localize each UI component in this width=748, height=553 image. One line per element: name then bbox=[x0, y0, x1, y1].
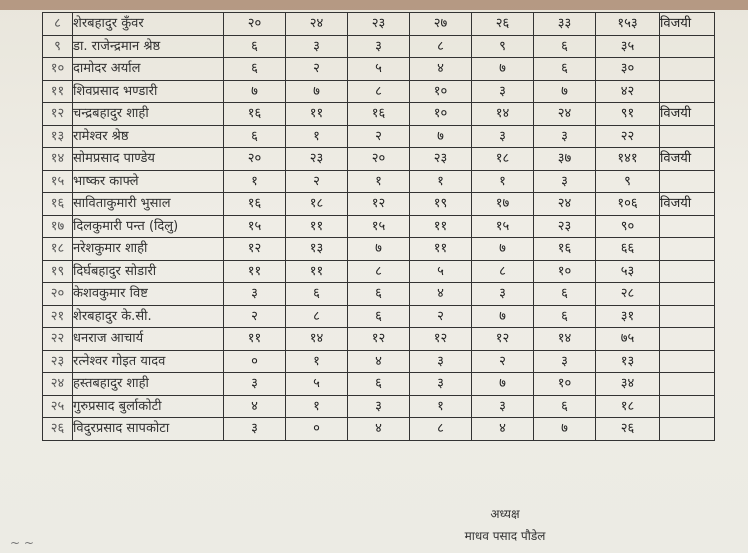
vote-count-cell: २० bbox=[348, 148, 410, 171]
vote-count-cell: ६ bbox=[534, 395, 596, 418]
total-votes-cell: १३ bbox=[596, 350, 660, 373]
vote-count-cell: १४ bbox=[286, 328, 348, 351]
serial-number-cell: ९ bbox=[43, 35, 73, 58]
candidate-name-cell: केशवकुमार विष्ट bbox=[73, 283, 224, 306]
table-row bbox=[43, 80, 715, 103]
vote-count-cell: ३ bbox=[472, 125, 534, 148]
vote-count-cell: ४ bbox=[410, 283, 472, 306]
serial-number-cell: १३ bbox=[43, 125, 73, 148]
result-cell bbox=[660, 125, 715, 148]
vote-count-cell: २ bbox=[286, 58, 348, 81]
vote-count-cell: १८ bbox=[286, 193, 348, 216]
vote-count-cell: ७ bbox=[534, 80, 596, 103]
candidate-name-cell: दिलकुमारी पन्त (दिलु) bbox=[73, 215, 224, 238]
vote-count-cell: २ bbox=[224, 305, 286, 328]
vote-count-cell: ७ bbox=[348, 238, 410, 261]
vote-count-cell: ११ bbox=[410, 238, 472, 261]
serial-number-cell: १६ bbox=[43, 193, 73, 216]
vote-count-cell: २३ bbox=[348, 13, 410, 36]
table-row bbox=[43, 58, 715, 81]
vote-count-cell: ९ bbox=[472, 35, 534, 58]
vote-count-cell: ६ bbox=[534, 58, 596, 81]
vote-count-cell: ८ bbox=[472, 260, 534, 283]
vote-count-cell: १ bbox=[348, 170, 410, 193]
table-row bbox=[43, 170, 715, 193]
result-cell: विजयी bbox=[660, 148, 715, 171]
candidate-name-cell: रामेश्वर श्रेष्ठ bbox=[73, 125, 224, 148]
vote-tally-table bbox=[42, 12, 715, 441]
result-cell bbox=[660, 328, 715, 351]
vote-count-cell: ३ bbox=[472, 395, 534, 418]
vote-count-cell: २४ bbox=[534, 103, 596, 126]
serial-number-cell: १५ bbox=[43, 170, 73, 193]
candidate-name-cell: गुरुप्रसाद बुर्लाकोटी bbox=[73, 395, 224, 418]
vote-count-cell: ३ bbox=[534, 125, 596, 148]
vote-count-cell: २६ bbox=[472, 13, 534, 36]
total-votes-cell: २६ bbox=[596, 418, 660, 441]
total-votes-cell: १०६ bbox=[596, 193, 660, 216]
vote-count-cell: १६ bbox=[534, 238, 596, 261]
candidate-name-cell: हस्तबहादुर शाही bbox=[73, 373, 224, 396]
table-row bbox=[43, 395, 715, 418]
vote-count-cell: २३ bbox=[534, 215, 596, 238]
vote-count-cell: ११ bbox=[224, 260, 286, 283]
vote-count-cell: ११ bbox=[286, 260, 348, 283]
total-votes-cell: ३४ bbox=[596, 373, 660, 396]
candidate-name-cell: दामोदर अर्याल bbox=[73, 58, 224, 81]
vote-count-cell: ३ bbox=[472, 80, 534, 103]
vote-count-cell: ३३ bbox=[534, 13, 596, 36]
serial-number-cell: २० bbox=[43, 283, 73, 306]
vote-count-cell: १० bbox=[534, 373, 596, 396]
vote-count-cell: १५ bbox=[224, 215, 286, 238]
table-row bbox=[43, 305, 715, 328]
vote-count-cell: ४ bbox=[410, 58, 472, 81]
vote-count-cell: ३ bbox=[472, 283, 534, 306]
vote-count-cell: १४ bbox=[472, 103, 534, 126]
vote-count-cell: ६ bbox=[224, 35, 286, 58]
candidate-name-cell: नरेशकुमार शाही bbox=[73, 238, 224, 261]
vote-count-cell: २ bbox=[472, 350, 534, 373]
table-row bbox=[43, 238, 715, 261]
vote-count-cell: २३ bbox=[286, 148, 348, 171]
vote-count-cell: ६ bbox=[534, 35, 596, 58]
vote-count-cell: ३ bbox=[410, 373, 472, 396]
vote-count-cell: ७ bbox=[472, 305, 534, 328]
serial-number-cell: २६ bbox=[43, 418, 73, 441]
serial-number-cell: १२ bbox=[43, 103, 73, 126]
serial-number-cell: २२ bbox=[43, 328, 73, 351]
vote-count-cell: ६ bbox=[348, 283, 410, 306]
vote-count-cell: ११ bbox=[224, 328, 286, 351]
total-votes-cell: १४१ bbox=[596, 148, 660, 171]
vote-count-cell: २३ bbox=[410, 148, 472, 171]
vote-count-cell: ५ bbox=[410, 260, 472, 283]
vote-count-cell: ३ bbox=[224, 418, 286, 441]
total-votes-cell: १८ bbox=[596, 395, 660, 418]
table-row bbox=[43, 350, 715, 373]
candidate-name-cell: शेरबहादुर कुँवर bbox=[73, 13, 224, 36]
vote-count-cell: ३ bbox=[348, 35, 410, 58]
vote-count-cell: १२ bbox=[348, 328, 410, 351]
vote-count-cell: १ bbox=[472, 170, 534, 193]
vote-count-cell: ६ bbox=[534, 305, 596, 328]
result-cell: विजयी bbox=[660, 193, 715, 216]
serial-number-cell: २१ bbox=[43, 305, 73, 328]
total-votes-cell: ९० bbox=[596, 215, 660, 238]
vote-count-cell: १० bbox=[410, 80, 472, 103]
vote-count-cell: ३ bbox=[534, 170, 596, 193]
vote-count-cell: १ bbox=[410, 395, 472, 418]
candidate-name-cell: डा. राजेन्द्रमान श्रेष्ठ bbox=[73, 35, 224, 58]
vote-count-cell: ३ bbox=[286, 35, 348, 58]
vote-count-cell: ५ bbox=[348, 58, 410, 81]
result-cell: विजयी bbox=[660, 103, 715, 126]
serial-number-cell: १४ bbox=[43, 148, 73, 171]
total-votes-cell: २२ bbox=[596, 125, 660, 148]
table-row bbox=[43, 418, 715, 441]
vote-count-cell: ० bbox=[286, 418, 348, 441]
total-votes-cell: ३१ bbox=[596, 305, 660, 328]
margin-mark: ~ ~ bbox=[10, 536, 34, 550]
result-cell bbox=[660, 373, 715, 396]
candidate-name-cell: साविताकुमारी भुसाल bbox=[73, 193, 224, 216]
vote-count-cell: ३ bbox=[410, 350, 472, 373]
vote-count-cell: ० bbox=[224, 350, 286, 373]
vote-count-cell: ६ bbox=[534, 283, 596, 306]
vote-count-cell: ८ bbox=[286, 305, 348, 328]
vote-count-cell: २४ bbox=[534, 193, 596, 216]
vote-count-cell: १९ bbox=[410, 193, 472, 216]
vote-tally-body bbox=[43, 13, 715, 441]
vote-count-cell: १२ bbox=[472, 328, 534, 351]
vote-count-cell: १७ bbox=[472, 193, 534, 216]
vote-count-cell: २ bbox=[410, 305, 472, 328]
vote-count-cell: ७ bbox=[286, 80, 348, 103]
chairperson-title: अध्यक्ष bbox=[490, 507, 520, 521]
vote-count-cell: ३ bbox=[348, 395, 410, 418]
vote-count-cell: १५ bbox=[348, 215, 410, 238]
serial-number-cell: ८ bbox=[43, 13, 73, 36]
table-row bbox=[43, 328, 715, 351]
vote-count-cell: ७ bbox=[410, 125, 472, 148]
vote-count-cell: ३ bbox=[534, 350, 596, 373]
vote-count-cell: ८ bbox=[410, 418, 472, 441]
serial-number-cell: १७ bbox=[43, 215, 73, 238]
vote-count-cell: ३ bbox=[224, 283, 286, 306]
table-row bbox=[43, 103, 715, 126]
vote-count-cell: ३ bbox=[224, 373, 286, 396]
table-row bbox=[43, 35, 715, 58]
vote-count-cell: १२ bbox=[348, 193, 410, 216]
vote-count-cell: १५ bbox=[472, 215, 534, 238]
vote-count-cell: ८ bbox=[348, 260, 410, 283]
result-cell: विजयी bbox=[660, 13, 715, 36]
vote-count-cell: ७ bbox=[472, 238, 534, 261]
vote-count-cell: ३७ bbox=[534, 148, 596, 171]
result-cell bbox=[660, 170, 715, 193]
vote-count-cell: १ bbox=[410, 170, 472, 193]
vote-count-cell: १२ bbox=[410, 328, 472, 351]
result-cell bbox=[660, 215, 715, 238]
result-cell bbox=[660, 395, 715, 418]
vote-count-cell: ५ bbox=[286, 373, 348, 396]
vote-count-cell: २७ bbox=[410, 13, 472, 36]
table-row bbox=[43, 193, 715, 216]
total-votes-cell: ६६ bbox=[596, 238, 660, 261]
vote-count-cell: ६ bbox=[348, 373, 410, 396]
total-votes-cell: २८ bbox=[596, 283, 660, 306]
serial-number-cell: १८ bbox=[43, 238, 73, 261]
candidate-name-cell: विदुरप्रसाद सापकोटा bbox=[73, 418, 224, 441]
total-votes-cell: ३५ bbox=[596, 35, 660, 58]
candidate-name-cell: शिवप्रसाद भण्डारी bbox=[73, 80, 224, 103]
vote-count-cell: ११ bbox=[286, 215, 348, 238]
candidate-name-cell: चन्द्रबहादुर शाही bbox=[73, 103, 224, 126]
serial-number-cell: २४ bbox=[43, 373, 73, 396]
result-cell bbox=[660, 283, 715, 306]
candidate-name-cell: दिर्घबहादुर सोडारी bbox=[73, 260, 224, 283]
vote-count-cell: २० bbox=[224, 148, 286, 171]
vote-count-cell: १ bbox=[224, 170, 286, 193]
table-row bbox=[43, 13, 715, 36]
serial-number-cell: ११ bbox=[43, 80, 73, 103]
total-votes-cell: ४२ bbox=[596, 80, 660, 103]
vote-count-cell: १६ bbox=[224, 193, 286, 216]
result-cell bbox=[660, 58, 715, 81]
vote-count-cell: ११ bbox=[410, 215, 472, 238]
vote-count-cell: २ bbox=[348, 125, 410, 148]
result-cell bbox=[660, 418, 715, 441]
result-cell bbox=[660, 350, 715, 373]
table-row bbox=[43, 283, 715, 306]
result-cell bbox=[660, 260, 715, 283]
result-cell bbox=[660, 80, 715, 103]
total-votes-cell: ३० bbox=[596, 58, 660, 81]
vote-count-cell: २४ bbox=[286, 13, 348, 36]
result-cell bbox=[660, 238, 715, 261]
vote-count-cell: ४ bbox=[224, 395, 286, 418]
vote-count-cell: ४ bbox=[472, 418, 534, 441]
vote-count-cell: ८ bbox=[410, 35, 472, 58]
vote-count-cell: १ bbox=[286, 125, 348, 148]
vote-count-cell: १६ bbox=[348, 103, 410, 126]
total-votes-cell: ७५ bbox=[596, 328, 660, 351]
vote-count-cell: १ bbox=[286, 395, 348, 418]
table-row bbox=[43, 260, 715, 283]
result-cell bbox=[660, 35, 715, 58]
candidate-name-cell: सोमप्रसाद पाण्डेय bbox=[73, 148, 224, 171]
total-votes-cell: ९१ bbox=[596, 103, 660, 126]
vote-count-cell: १४ bbox=[534, 328, 596, 351]
vote-count-cell: ६ bbox=[286, 283, 348, 306]
vote-count-cell: ११ bbox=[286, 103, 348, 126]
table-row bbox=[43, 215, 715, 238]
vote-count-cell: २ bbox=[286, 170, 348, 193]
vote-count-cell: ४ bbox=[348, 350, 410, 373]
vote-count-cell: ६ bbox=[224, 125, 286, 148]
vote-count-cell: ८ bbox=[348, 80, 410, 103]
vote-count-cell: ६ bbox=[348, 305, 410, 328]
vote-count-cell: १८ bbox=[472, 148, 534, 171]
vote-count-cell: ७ bbox=[472, 58, 534, 81]
vote-count-cell: ६ bbox=[224, 58, 286, 81]
total-votes-cell: ९ bbox=[596, 170, 660, 193]
table-row bbox=[43, 125, 715, 148]
vote-count-cell: १३ bbox=[286, 238, 348, 261]
vote-count-cell: २० bbox=[224, 13, 286, 36]
vote-count-cell: १० bbox=[410, 103, 472, 126]
vote-count-cell: ७ bbox=[224, 80, 286, 103]
vote-count-cell: १६ bbox=[224, 103, 286, 126]
table-row bbox=[43, 373, 715, 396]
candidate-name-cell: धनराज आचार्य bbox=[73, 328, 224, 351]
vote-count-cell: १ bbox=[286, 350, 348, 373]
result-cell bbox=[660, 305, 715, 328]
candidate-name-cell: भाष्कर काफ्ले bbox=[73, 170, 224, 193]
total-votes-cell: १५३ bbox=[596, 13, 660, 36]
vote-count-cell: १० bbox=[534, 260, 596, 283]
candidate-name-cell: रत्नेश्वर गोइत यादव bbox=[73, 350, 224, 373]
vote-count-cell: ७ bbox=[472, 373, 534, 396]
chairperson-name: माधव पसाद पौडेल bbox=[464, 529, 546, 543]
vote-count-cell: ४ bbox=[348, 418, 410, 441]
vote-count-cell: १२ bbox=[224, 238, 286, 261]
serial-number-cell: २३ bbox=[43, 350, 73, 373]
table-row bbox=[43, 148, 715, 171]
serial-number-cell: १० bbox=[43, 58, 73, 81]
table-edge bbox=[0, 0, 748, 10]
total-votes-cell: ५३ bbox=[596, 260, 660, 283]
vote-count-cell: ७ bbox=[534, 418, 596, 441]
candidate-name-cell: शेरबहादुर के.सी. bbox=[73, 305, 224, 328]
serial-number-cell: २५ bbox=[43, 395, 73, 418]
serial-number-cell: १९ bbox=[43, 260, 73, 283]
